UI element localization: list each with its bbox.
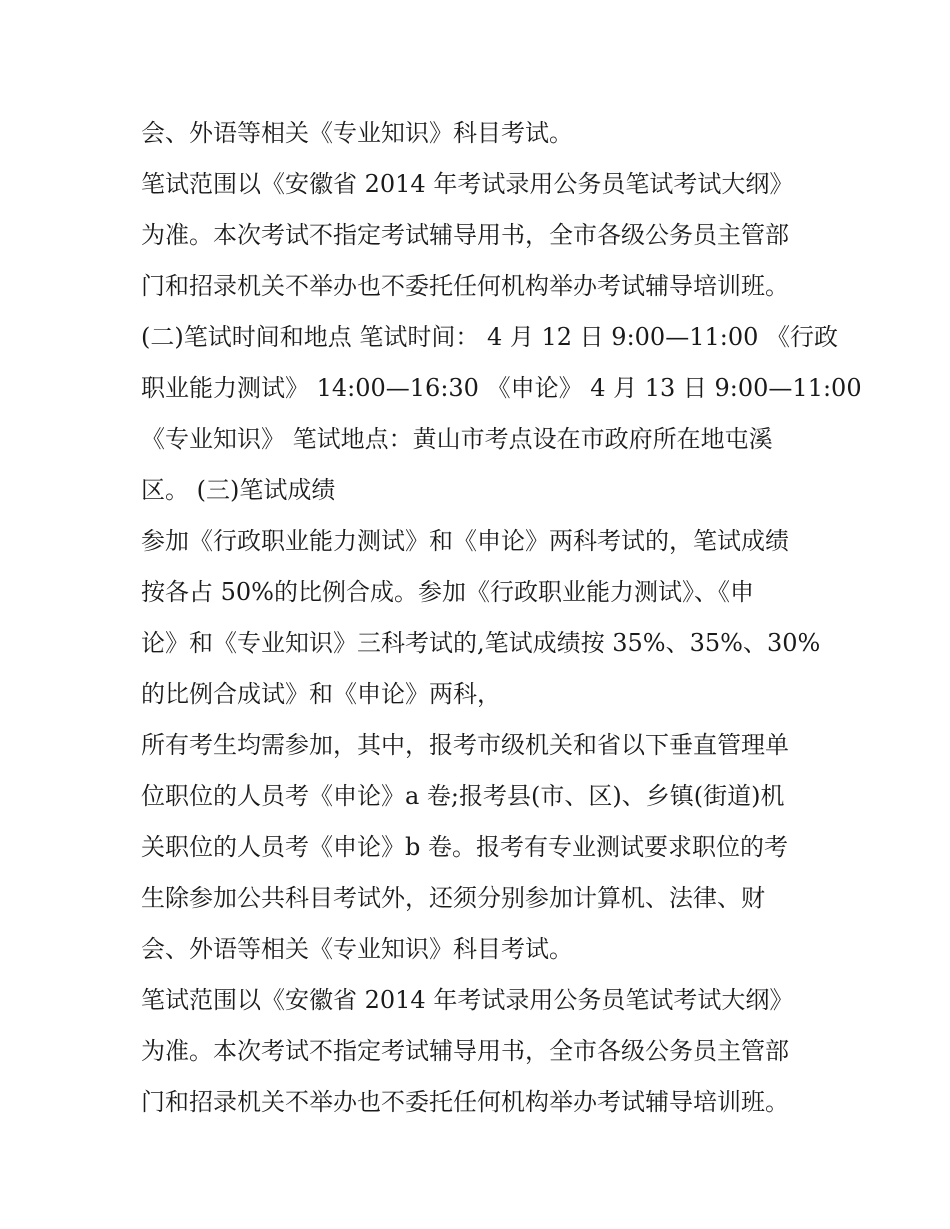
text-line: 笔试范围以《安徽省 2014 年考试录用公务员笔试考试大纲》 <box>141 986 794 1014</box>
text-line: 论》和《专业知识》三科考试的,笔试成绩按 35%、35%、30% <box>141 629 821 657</box>
text-line: 生除参加公共科目考试外，还须分别参加计算机、法律、财 <box>141 884 765 912</box>
text-line: 的比例合成试》和《申论》两科， <box>141 680 501 708</box>
text-line: 会、外语等相关《专业知识》科目考试。 <box>141 935 573 963</box>
text-line: 为准。本次考试不指定考试辅导用书，全市各级公务员主管部 <box>141 221 789 249</box>
text-line: 位职位的人员考《申论》a 卷;报考县(市、区)、乡镇(街道)机 <box>141 782 785 810</box>
text-line: (二)笔试时间和地点 笔试时间： 4 月 12 日 9:00—11:00 《行政 <box>141 323 838 351</box>
text-line: 笔试范围以《安徽省 2014 年考试录用公务员笔试考试大纲》 <box>141 170 794 198</box>
text-line: 《专业知识》 笔试地点：黄山市考点设在市政府所在地屯溪 <box>141 425 773 453</box>
text-line: 区。 (三)笔试成绩 <box>141 476 336 504</box>
text-line: 门和招录机关不举办也不委托任何机构举办考试辅导培训班。 <box>141 272 789 300</box>
text-line: 为准。本次考试不指定考试辅导用书，全市各级公务员主管部 <box>141 1037 789 1065</box>
text-line: 关职位的人员考《申论》b 卷。报考有专业测试要求职位的考 <box>141 833 788 861</box>
text-line: 参加《行政职业能力测试》和《申论》两科考试的，笔试成绩 <box>141 527 789 555</box>
text-line: 会、外语等相关《专业知识》科目考试。 <box>141 119 573 147</box>
text-line: 按各占 50%的比例合成。参加《行政职业能力测试》、《申 <box>141 578 754 606</box>
text-line: 门和招录机关不举办也不委托任何机构举办考试辅导培训班。 <box>141 1088 789 1116</box>
text-line: 所有考生均需参加，其中，报考市级机关和省以下垂直管理单 <box>141 731 789 759</box>
document-body <box>141 108 862 1128</box>
text-line: 职业能力测试》 14:00—16:30 《申论》 4 月 13 日 9:00—11:00 <box>141 374 862 402</box>
